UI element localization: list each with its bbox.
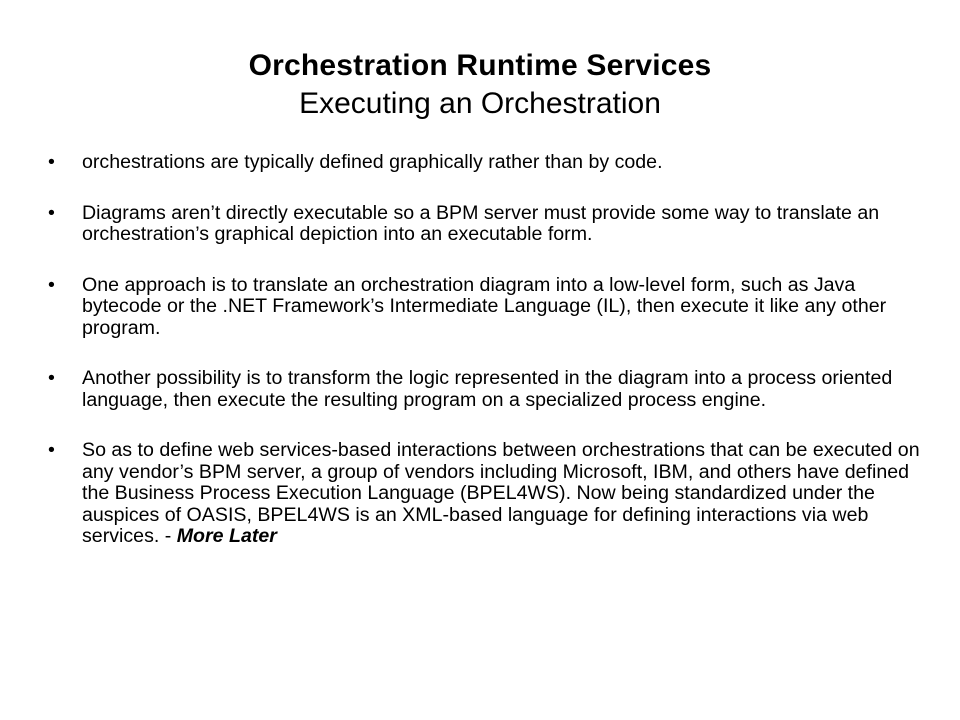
bullet-list — [48, 152, 938, 577]
slide-title: Orchestration Runtime Services — [248, 49, 712, 82]
bullet-item-5 — [48, 440, 938, 548]
more-later-emphasis: More Later — [176, 525, 277, 547]
bullet-marker: • — [48, 201, 55, 224]
bullet-marker: • — [48, 439, 55, 461]
bullet-text-5: So as to define web services-based interactions between orchestrations that can be executed on any vendor’s BPM server, a group of vendors including Microsoft, IBM, and others have defined the Business Process Execution Language (BPEL4WS). Now being standardized under the auspices of OASIS, BPEL4WS is an XML-based language for defining interactions via web services. - — [82, 439, 920, 547]
bullet-item-4 — [48, 368, 938, 411]
bullet-text-1: orchestrations are typically defined graphically rather than by code. — [82, 151, 663, 173]
bullet-item-3 — [48, 275, 938, 340]
bullet-text-2: Diagrams aren’t directly executable so a BPM server must provide some way to translate an orchestration’s graphical depiction into an executable form. — [82, 201, 880, 245]
bullet-text-4: Another possibility is to transform the logic represented in the diagram into a process oriented language, then execute the resulting program on a specialized process engine. — [82, 367, 893, 411]
bullet-text-3: One approach is to translate an orchestration diagram into a low-level form, such as Java bytecode or the .NET Framework’s Intermediate Language (IL), then execute it like any other program. — [82, 273, 887, 339]
slide-subtitle: Executing an Orchestration — [299, 87, 661, 120]
slide-title-block — [0, 47, 960, 123]
bullet-marker: • — [48, 367, 55, 389]
bullet-item-1 — [48, 152, 938, 174]
bullet-item-2 — [48, 203, 938, 246]
bullet-marker: • — [48, 151, 55, 173]
bullet-marker: • — [48, 273, 55, 296]
